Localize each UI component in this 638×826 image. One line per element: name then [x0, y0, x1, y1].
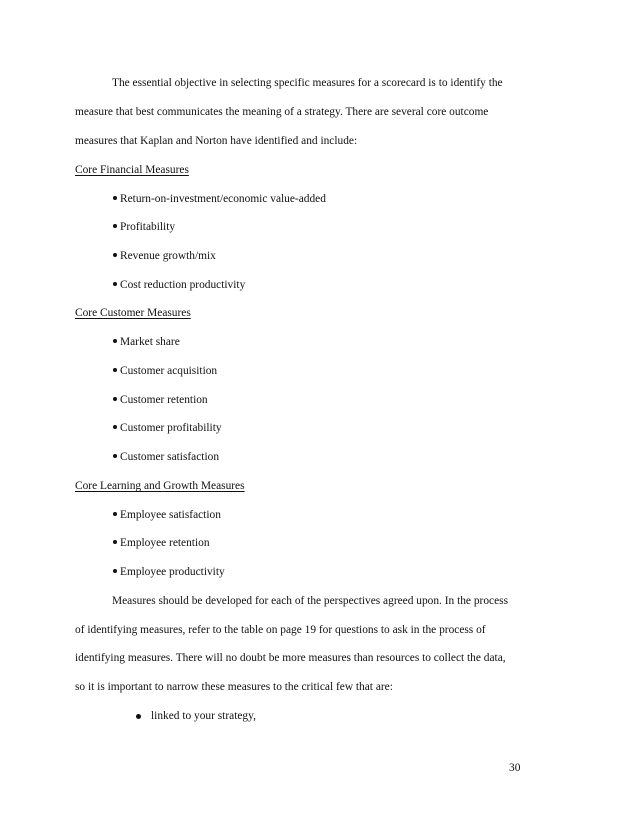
paragraph2-line4: so it is important to narrow these measures to the critical few that are: — [75, 681, 393, 693]
bullet-icon — [113, 512, 117, 516]
list-item — [113, 565, 225, 579]
paragraph2-line1: Measures should be developed for each of the perspectives agreed upon. In the process — [112, 595, 508, 607]
list-item-text: Customer acquisition — [120, 365, 218, 377]
list-item-text: Profitability — [120, 221, 176, 233]
bullet-icon — [113, 397, 117, 401]
list-item — [113, 335, 180, 349]
list-item — [113, 450, 219, 464]
bullet-icon — [113, 569, 117, 573]
paragraph1-line3: measures that Kaplan and Norton have identified and include: — [75, 135, 358, 147]
list-item — [113, 536, 210, 550]
list-item-text: Market share — [120, 336, 180, 348]
list-item-text: Customer retention — [120, 394, 208, 406]
list-item — [113, 421, 222, 435]
bullet-icon — [113, 540, 117, 544]
list-item-text: Cost reduction productivity — [120, 279, 246, 291]
bullet-icon — [113, 282, 117, 286]
list-item — [113, 393, 208, 407]
list-item-text: Customer profitability — [120, 422, 222, 434]
bullet-icon — [113, 224, 117, 228]
financial-heading: Core Financial Measures — [75, 164, 189, 176]
paragraph1-line2: measure that best communicates the meaning of a strategy. There are several core outcome — [75, 106, 489, 118]
bullet-icon — [113, 339, 117, 343]
list-item-text: Employee satisfaction — [120, 509, 221, 521]
bullet-icon — [113, 425, 117, 429]
paragraph2-line3: identifying measures. There will no doubt be more measures than resources to collect the data, — [75, 652, 506, 664]
bullet-icon — [113, 196, 117, 200]
list-item — [113, 220, 175, 234]
paragraph2-line2: of identifying measures, refer to the table on page 19 for questions to ask in the process of — [75, 624, 486, 636]
bullet-icon — [136, 714, 141, 719]
bullet-icon — [113, 368, 117, 372]
list-item-text: Customer satisfaction — [120, 451, 220, 463]
bullet-icon — [113, 454, 117, 458]
list-item — [113, 364, 217, 378]
customer-heading: Core Customer Measures — [75, 307, 191, 319]
list-item-text: Return-on-investment/economic value-added — [120, 193, 326, 205]
list-item-text: Employee retention — [120, 537, 210, 549]
list-item — [113, 249, 216, 263]
paragraph1-line1: The essential objective in selecting specific measures for a scorecard is to identify the — [112, 77, 503, 89]
list-item-text: Employee productivity — [120, 566, 225, 578]
learning-heading: Core Learning and Growth Measures — [75, 480, 245, 492]
list-item — [113, 278, 245, 292]
bullet-icon — [113, 253, 117, 257]
page-number: 30 — [509, 762, 521, 774]
final-list-item: linked to your strategy, — [151, 710, 256, 722]
list-item — [113, 508, 221, 522]
list-item — [113, 192, 326, 206]
list-item-text: Revenue growth/mix — [120, 250, 216, 262]
